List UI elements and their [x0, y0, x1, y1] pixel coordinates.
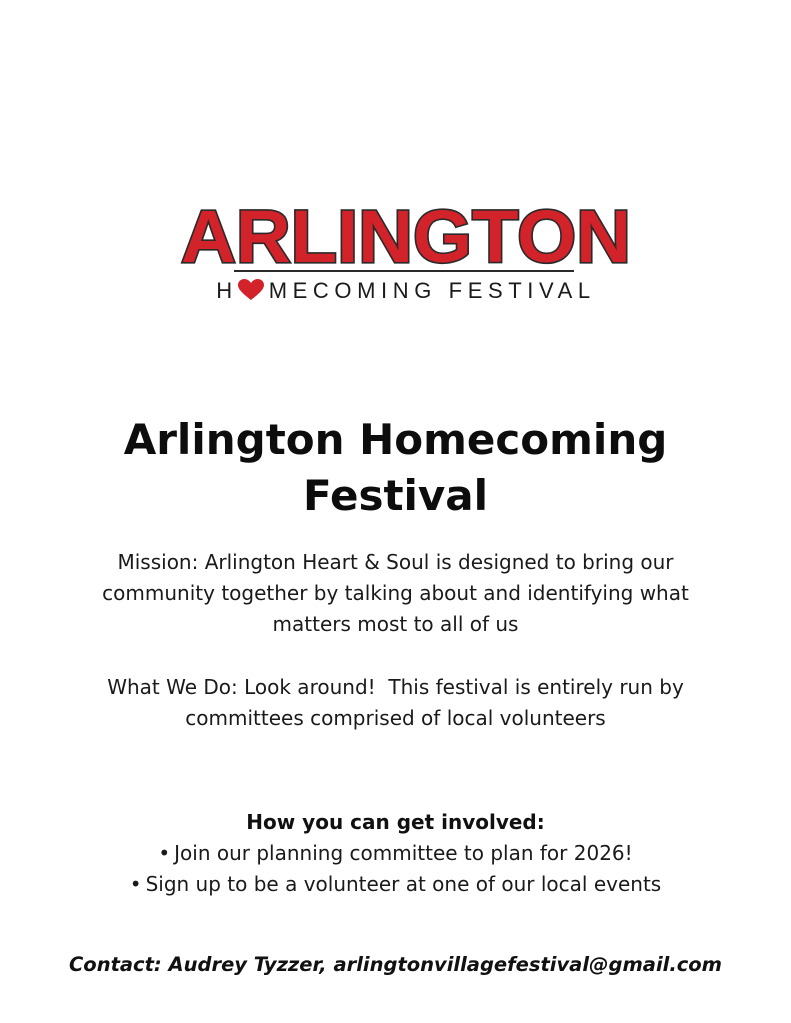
list-item	[50, 838, 741, 869]
logo-tagline	[178, 276, 634, 306]
what-we-do-line-2: committees comprised of local volunteers	[185, 706, 606, 730]
mission-paragraph	[50, 547, 741, 640]
bullet-icon: •	[158, 841, 171, 865]
list-item-text: Sign up to be a volunteer at one of our local events	[145, 872, 662, 896]
bullet-icon: •	[129, 872, 142, 896]
title-line-1: Arlington Homecoming	[123, 415, 668, 464]
list-item-text: Join our planning committee to plan for 2026!	[174, 841, 633, 865]
title-line-2: Festival	[302, 471, 489, 520]
what-we-do-line-1: What We Do: Look around! This festival is entirely run by	[107, 675, 684, 699]
mission-line-2: community together by talking about and identifying what	[102, 581, 689, 605]
logo-tagline-rest: MECOMING FESTIVAL	[268, 278, 596, 303]
page-title	[40, 412, 751, 524]
get-involved-list	[50, 838, 741, 900]
logo-divider	[234, 270, 574, 272]
heart-icon	[238, 279, 264, 301]
get-involved-heading: How you can get involved:	[246, 810, 545, 834]
logo-wordmark	[178, 198, 634, 270]
what-we-do-paragraph	[50, 672, 741, 734]
list-item	[50, 869, 741, 900]
contact-line: Contact: Audrey Tyzzer, arlingtonvillagefestival@gmail.com	[68, 953, 723, 976]
mission-line-1: Mission: Arlington Heart & Soul is designed to bring our	[117, 550, 674, 574]
logo-tagline-start: H	[216, 278, 238, 303]
festival-logo	[178, 198, 634, 308]
logo-wordmark-text: ARLINGTON	[181, 198, 631, 270]
mission-line-3: matters most to all of us	[272, 612, 519, 636]
